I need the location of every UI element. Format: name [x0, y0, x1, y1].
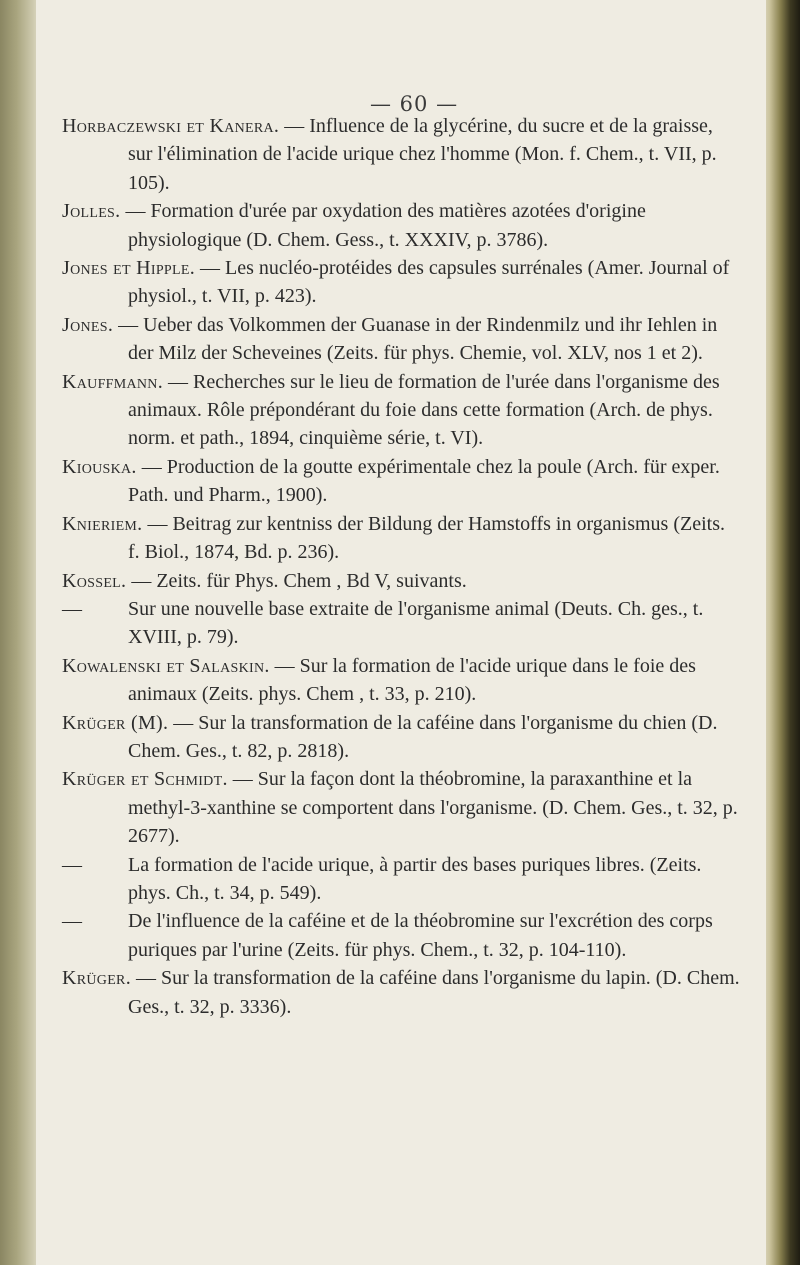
bibliography-entry: [0, 311, 740, 368]
bibliography-entry-continued: [0, 907, 740, 964]
bibliography-entry-continued: [0, 851, 740, 908]
entry-author: Krüger (M).: [62, 711, 169, 734]
bibliography-entry: [0, 197, 740, 254]
entry-author: Krüger et Schmidt.: [62, 768, 228, 791]
bibliography-entry: [0, 368, 740, 453]
ditto-dash: —: [62, 597, 82, 620]
bibliography-entry: [0, 254, 740, 311]
entry-author: Kossel.: [62, 569, 127, 592]
entry-text: — Recherches sur le lieu de formation de l'urée dans l'organisme des animaux. Rôle prépondérant du foie dans cette formation (Arch. de phys. norm. et path., 1894, cinquième série, t. VI).: [128, 370, 720, 450]
entry-text: — Sur la façon dont la théobromine, la paraxanthine et la methyl-3-xanthine se comportent dans l'organisme. (D. Chem. Ges., t. 32, p. 2677).: [128, 768, 738, 848]
entry-author: Horbaczewski et Kanera.: [62, 115, 280, 137]
bibliography-entry: [0, 765, 740, 850]
entry-author: Kauffmann.: [62, 370, 164, 393]
entry-author: Kiouska.: [62, 455, 137, 478]
entry-text: Sur une nouvelle base extraite de l'organisme animal (Deuts. Ch. ges., t. XVIII, p. 79).: [128, 597, 704, 649]
bibliography-entry: [0, 510, 740, 567]
bibliography-entry: [0, 652, 740, 709]
entry-author: Knieriem.: [62, 512, 143, 535]
entry-text: — Ueber das Volkommen der Guanase in der Rindenmilz und ihr Iehlen in der Milz der Scheveines (Zeits. für phys. Chemie, vol. XLV, nos 1 et 2).: [113, 313, 718, 365]
entry-text: — Beitrag zur kentniss der Bildung der Hamstoffs in organismus (Zeits. f. Biol., 1874, Bd. p. 236).: [128, 512, 725, 564]
ditto-dash: —: [62, 853, 82, 876]
bibliography-entry: [0, 964, 740, 1021]
entry-text: — Sur la transformation de la caféine dans l'organisme du lapin. (D. Chem. Ges., t. 32, p. 3336).: [128, 967, 740, 1018]
entry-author: Krüger.: [62, 967, 131, 990]
entry-author: Jones.: [62, 313, 114, 336]
entry-text: — Les nucléo-protéides des capsules surrénales (Amer. Journal of physiol., t. VII, p. 423).: [128, 257, 730, 308]
bibliography-entry: [0, 112, 740, 197]
entry-text: — Zeits. für Phys. Chem , Bd V, suivants.: [126, 569, 467, 592]
ditto-dash: —: [62, 910, 82, 933]
entry-text: De l'influence de la caféine et de la théobromine sur l'excrétion des corps puriques par l'urine (Zeits. für phys. Chem., t. 32, p. 104-110).: [128, 910, 713, 961]
bibliography-entry: [0, 709, 740, 766]
entry-text: — Sur la transformation de la caféine dans l'organisme du chien (D. Chem. Ges., t. 82, p. 2818).: [128, 711, 718, 762]
entry-text: — Influence de la glycérine, du sucre et de la graisse, sur l'élimination de l'acide urique chez l'homme (Mon. f. Chem., t. VII, p. 105).: [128, 115, 717, 194]
entry-text: — Formation d'urée par oxydation des matières azotées d'origine physiologique (D. Chem. Gess., t. XXXIV, p. 3786).: [120, 200, 646, 251]
entry-author: Jolles.: [62, 200, 121, 223]
bibliography-list: [0, 112, 800, 1021]
entry-author: Kowalenski et Salaskin.: [62, 654, 270, 677]
bibliography-entry: [0, 567, 740, 595]
entry-text: — Sur la formation de l'acide urique dans le foie des animaux (Zeits. phys. Chem , t. 33, p. 210).: [128, 654, 696, 706]
page-number: — 60 —: [370, 92, 459, 116]
bibliography-entry-continued: [0, 595, 740, 652]
entry-text: La formation de l'acide urique, à partir des bases puriques libres. (Zeits. phys. Ch., t. 34, p. 549).: [128, 853, 702, 904]
entry-text: — Production de la goutte expérimentale chez la poule (Arch. für exper. Path. und Pharm., 1900).: [128, 455, 720, 507]
entry-author: Jones et Hipple.: [62, 257, 196, 280]
bibliography-entry: [0, 453, 740, 510]
